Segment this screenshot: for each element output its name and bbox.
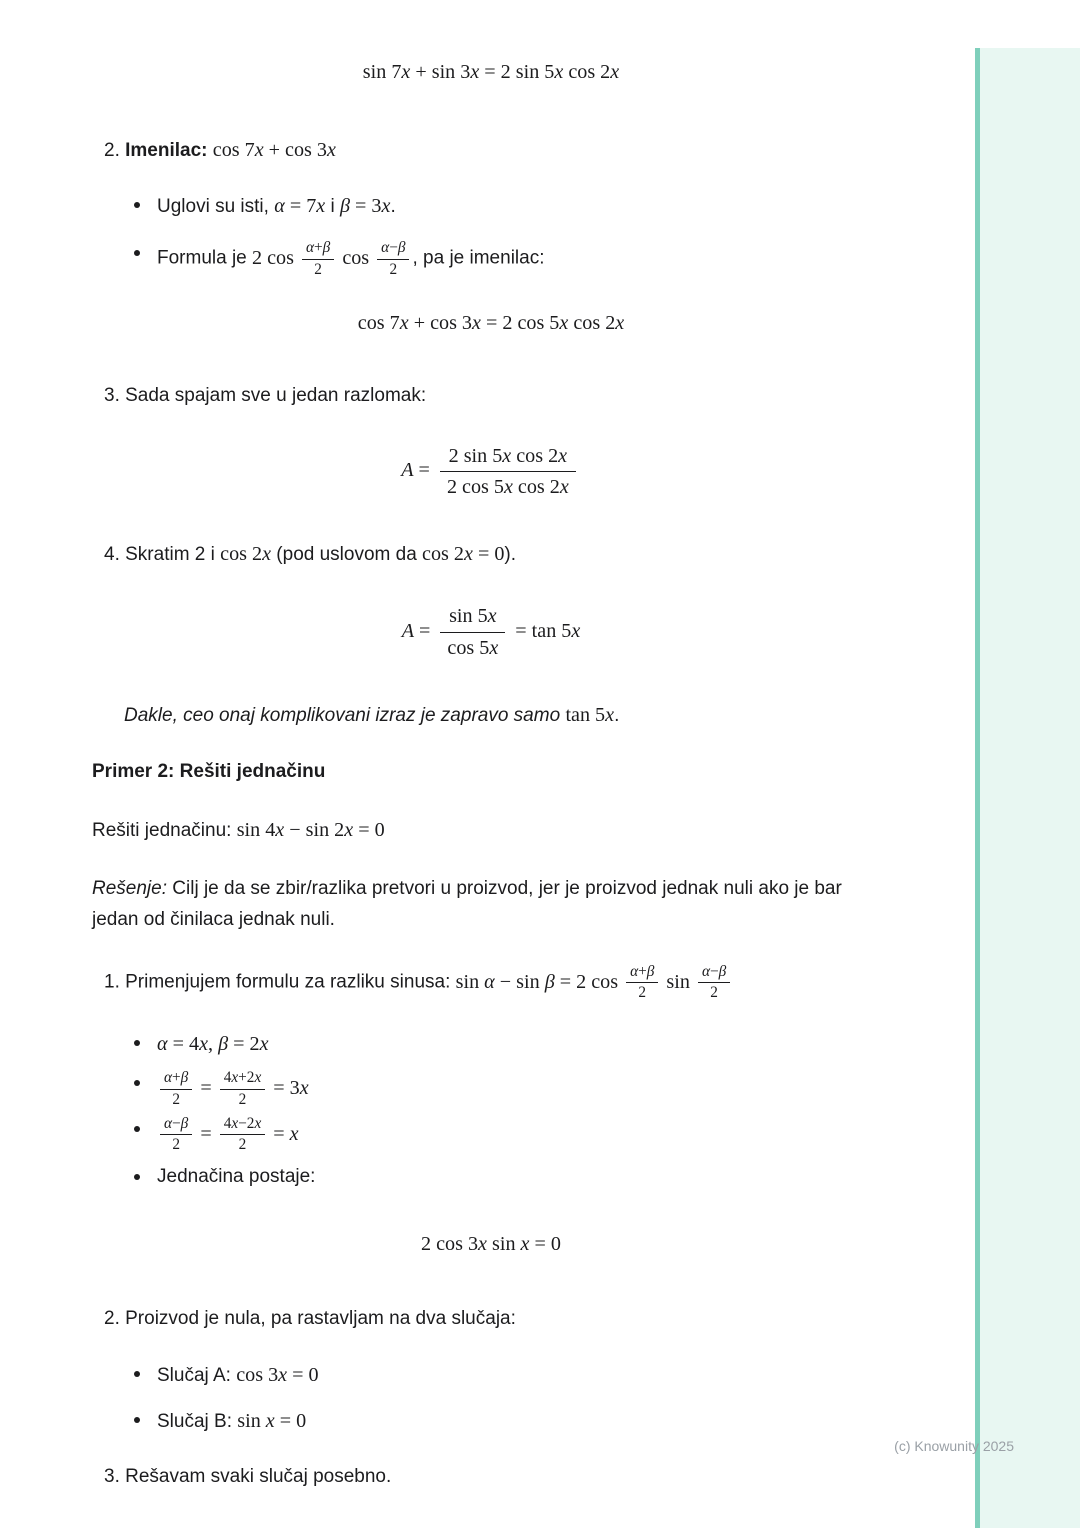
equation-sin-sum: sin 7x + sin 3x = 2 sin 5x cos 2x xyxy=(362,61,620,83)
bullet-half-sum: $\frac{\alpha+\beta}{2}$ = $\frac{4x+2x}{2}$ = 3x xyxy=(92,1069,890,1109)
bullet-uglovi-su-isti: Uglovi su isti, α = 7x i β = 3x. xyxy=(92,191,890,222)
bullet-slucaj-b: Slučaj B: sin x = 0 xyxy=(92,1406,890,1437)
equation-cos-sum: cos 7x + cos 3x = 2 cos 5x cos 2x xyxy=(357,311,625,334)
bullet-half-difference: $\frac{\alpha-\beta}{2}$ = $\frac{4x-2x}{2}$ = x xyxy=(92,1115,890,1155)
copyright-footer: (c) Knowunity 2025 xyxy=(894,1438,1014,1454)
heading-primer-2: Primer 2: Rešiti jednačinu xyxy=(92,761,326,783)
list-item-spajam-razlomak: 3. Sada spajam sve u jedan razlomak: xyxy=(104,385,427,407)
note-dakle: Dakle, ceo onaj komplikovani izraz je zapravo samo tan 5x. xyxy=(124,703,620,726)
list-item-resavam-posebno: 3. Rešavam svaki slučaj posebno. xyxy=(104,1465,392,1487)
bullet-alpha-beta-values: α = 4x, β = 2x xyxy=(92,1029,890,1060)
bullet-slucaj-a: Slučaj A: cos 3x = 0 xyxy=(92,1360,890,1391)
equation-a-tan: A = $\frac{\sin 5x}{\cos 5x}$ = tan 5x xyxy=(401,605,581,659)
bullet-jednacina-postaje: Jednačina postaje: xyxy=(92,1163,890,1192)
list-item-imenilac: 2. Imenilac: cos 7x + cos 3x xyxy=(104,139,336,162)
list-item-proizvod-nula: 2. Proizvod je nula, pa rastavljam na dva slučaja: xyxy=(104,1308,516,1330)
list-item-skratim: 4. Skratim 2 i cos 2x (pod uslovom da cos 2x = 0). xyxy=(104,542,516,565)
bullet-formula-imenilac: Formula je 2 cos $\frac{\alpha+\beta}{2}$ cos $\frac{\alpha-\beta}{2}$ , pa je imenilac: xyxy=(92,239,890,279)
equation-a-fraction: A = $\frac{\text{2 sin 5x cos 2x}}{\text{2 cos 5x cos 2x}}$ xyxy=(92,444,890,499)
paragraph-resiti-jednacinu: Rešiti jednačinu: sin 4x − sin 2x = 0 xyxy=(92,818,385,841)
list-item-primenjujem-formulu: 1. Primenjujem formulu za razliku sinusa: sin α − sin β = 2 cos $\frac{\alpha+\beta}{2}$ sin $\frac{\alpha-\beta}{2}$ xyxy=(92,963,890,1003)
equation-product-zero: 2 cos 3x sin x = 0 xyxy=(421,1233,561,1256)
paragraph-resenje: Rešenje: Cilj je da se zbir/razlika pretvori u proizvod, jer je proizvod jednak nuli ako je bar jedan od činilaca jednak nuli. xyxy=(92,878,842,930)
